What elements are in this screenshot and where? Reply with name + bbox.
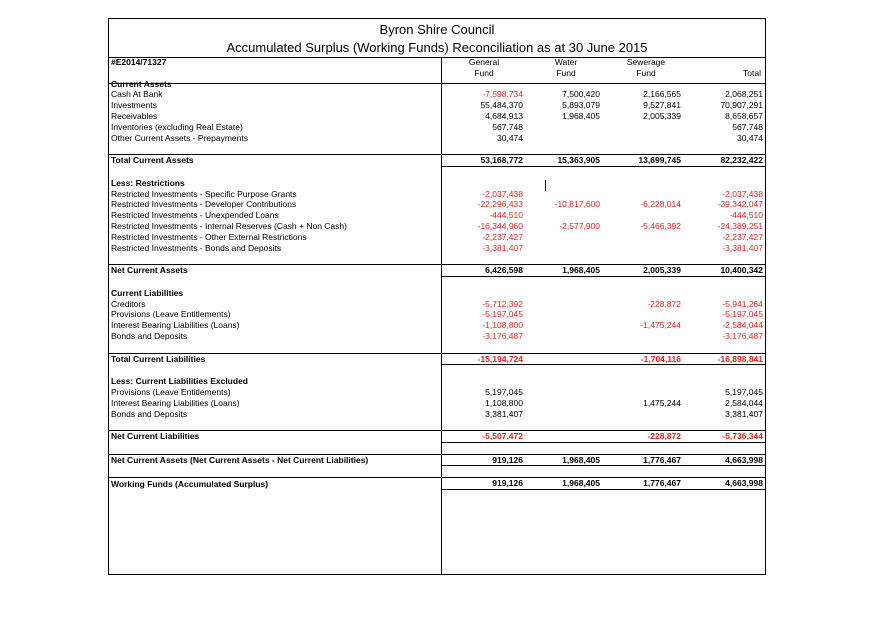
current-asset-row-label: Cash At Bank xyxy=(111,89,163,100)
excluded-liability-row-label: Provisions (Leave Entitlements) xyxy=(111,386,231,397)
restrictions-heading-label: Less: Restrictions xyxy=(111,177,185,188)
restriction-row-value-2: -2,577,900 xyxy=(559,220,600,231)
working-funds-row-label: Working Funds (Accumulated Surplus) xyxy=(111,478,269,489)
current-asset-row-label: Inventories (excluding Real Estate) xyxy=(111,121,243,132)
restriction-row-value-3: -5,466,392 xyxy=(640,220,681,231)
total-current-assets-row-value-4: 82,232,422 xyxy=(687,155,765,167)
current-asset-row-value-3: 9,527,841 xyxy=(643,100,681,111)
spacer-4 xyxy=(109,276,765,287)
current-asset-row-value-2 xyxy=(527,133,605,144)
current-asset-row-label: Receivables xyxy=(111,110,158,121)
current-asset-row-value-3: 2,005,339 xyxy=(643,110,681,121)
current-asset-row-label: Other Current Assets - Prepayments xyxy=(111,132,248,143)
excluded-liability-row-value-1: 1,108,800 xyxy=(485,397,523,408)
restriction-row xyxy=(109,232,765,243)
current-asset-row-value-4: 567,748 xyxy=(732,121,763,132)
restriction-row-value-3 xyxy=(605,189,687,200)
column-header-1-line2: Fund xyxy=(474,67,494,78)
restrictions-heading xyxy=(109,178,765,189)
total-current-liabilities-row-value-4: -16,898,841 xyxy=(687,353,765,365)
current-asset-row-value-2: 7,500,420 xyxy=(562,89,600,100)
current-liabilities-heading-label: Current Liabilities xyxy=(111,287,184,298)
spacer-1 xyxy=(109,143,765,154)
current-asset-row-value-2 xyxy=(527,122,605,133)
current-asset-row-value-1: 55,484,370 xyxy=(480,100,523,111)
current-liability-row-value-1: -5,197,045 xyxy=(482,309,523,320)
restriction-row-value-4: -3,381,407 xyxy=(722,242,763,253)
restriction-row xyxy=(109,210,765,221)
net-current-assets-final-row-value-1: 919,126 xyxy=(441,454,527,466)
current-asset-row-value-1: 567,748 xyxy=(492,121,523,132)
spacer-5 xyxy=(109,342,765,353)
current-liability-row-value-1: -1,108,800 xyxy=(482,320,523,331)
restriction-row-label: Restricted Investments - Specific Purpose Grants xyxy=(111,188,297,199)
working-funds-row xyxy=(109,478,765,490)
total-current-assets-row-value-2: 15,363,905 xyxy=(527,155,605,167)
restriction-row-label: Restricted Investments - Other External Restrictions xyxy=(111,231,307,242)
current-liability-row-value-2 xyxy=(527,331,605,342)
reconciliation-sheet xyxy=(108,18,766,575)
current-liability-row xyxy=(109,320,765,331)
current-liability-row-value-4: -3,176,487 xyxy=(722,330,763,341)
current-liability-row-value-4: -2,584,044 xyxy=(722,320,763,331)
restriction-row-value-3 xyxy=(605,243,687,254)
net-current-assets-final-row-value-4: 4,663,998 xyxy=(687,454,765,466)
reference-number: #E2014/71327 xyxy=(111,57,167,67)
current-assets-heading xyxy=(109,79,765,90)
current-asset-row-value-3: 2,166,565 xyxy=(643,89,681,100)
restriction-row xyxy=(109,221,765,232)
spacer-6 xyxy=(109,365,765,376)
spacer-3 xyxy=(109,253,765,264)
current-asset-row-value-1: 30,474 xyxy=(497,132,523,143)
net-current-assets-row-value-3: 2,005,339 xyxy=(605,265,687,277)
total-current-assets-row-value-1: 53,168,772 xyxy=(441,155,527,167)
column-header-2-line1: Water xyxy=(554,57,578,67)
excluded-liability-row-value-1: 3,381,407 xyxy=(485,408,523,419)
net-current-liabilities-row-value-4: -5,736,344 xyxy=(687,431,765,443)
current-liability-row-value-2 xyxy=(527,320,605,331)
current-liability-row xyxy=(109,309,765,320)
spacer-8 xyxy=(109,442,765,454)
column-header-4-line1 xyxy=(687,57,765,68)
current-liability-row xyxy=(109,299,765,310)
current-asset-row xyxy=(109,133,765,144)
restriction-row-value-4: -2,037,438 xyxy=(722,188,763,199)
restriction-row-value-2 xyxy=(527,232,605,243)
current-asset-row-value-3 xyxy=(605,133,687,144)
current-asset-row-label: Investments xyxy=(111,100,157,111)
net-current-assets-final-row-value-2: 1,968,405 xyxy=(527,454,605,466)
total-current-liabilities-row-value-3: -1,704,116 xyxy=(605,353,687,365)
restriction-row-value-4: -39,342,047 xyxy=(717,199,763,210)
net-current-liabilities-row xyxy=(109,431,765,443)
current-asset-row xyxy=(109,122,765,133)
excluded-liability-row xyxy=(109,409,765,420)
current-asset-row-value-2: 5,893,079 xyxy=(562,100,600,111)
excluded-liability-row-value-3 xyxy=(605,387,687,398)
restriction-row-value-4: -2,237,427 xyxy=(722,231,763,242)
net-current-assets-final-row-label: Net Current Assets (Net Current Assets - Net Current Liabilities) xyxy=(111,454,369,465)
current-liability-row-value-1: -5,712,392 xyxy=(482,298,523,309)
current-asset-row-value-1: 4,684,913 xyxy=(485,110,523,121)
restriction-row-value-1: -444,510 xyxy=(489,210,523,221)
current-asset-row xyxy=(109,100,765,111)
report-title: Accumulated Surplus (Working Funds) Reconciliation as at 30 June 2015 xyxy=(226,40,648,55)
spacer-2 xyxy=(109,166,765,177)
restriction-row-value-2: -10,817,600 xyxy=(554,199,600,210)
current-asset-row xyxy=(109,111,765,122)
restriction-row xyxy=(109,199,765,210)
excluded-liability-row-value-2 xyxy=(527,398,605,409)
restriction-row xyxy=(109,189,765,200)
total-current-liabilities-row xyxy=(109,353,765,365)
reconciliation-table xyxy=(109,57,765,490)
current-asset-row-value-3 xyxy=(605,122,687,133)
net-current-assets-final-row-value-3: 1,776,467 xyxy=(605,454,687,466)
net-current-assets-row-value-2: 1,968,405 xyxy=(527,265,605,277)
column-header-row-2 xyxy=(109,68,765,79)
excluded-liability-row-value-4: 5,197,045 xyxy=(725,386,763,397)
restriction-row-value-2 xyxy=(527,210,605,221)
total-current-liabilities-row-value-2 xyxy=(527,353,605,365)
excluded-liability-row-value-2 xyxy=(527,387,605,398)
restriction-row-value-1: -3,381,407 xyxy=(482,242,523,253)
net-current-assets-row-value-1: 6,426,598 xyxy=(441,265,527,277)
header-spacer xyxy=(109,68,441,79)
liabilities-excluded-heading xyxy=(109,376,765,387)
net-current-liabilities-row-value-3: -228,872 xyxy=(605,431,687,443)
current-asset-row-value-4: 70,907,291 xyxy=(720,100,763,111)
working-funds-row-value-4: 4,663,998 xyxy=(687,478,765,490)
restriction-row-value-3 xyxy=(605,210,687,221)
current-asset-row-value-4: 8,658,657 xyxy=(725,110,763,121)
working-funds-row-value-1: 919,126 xyxy=(441,478,527,490)
net-current-assets-row xyxy=(109,265,765,277)
current-liability-row-value-3 xyxy=(605,309,687,320)
restriction-row xyxy=(109,243,765,254)
restriction-row-value-1: -16,344,960 xyxy=(477,220,523,231)
current-asset-row-value-4: 2,068,251 xyxy=(725,89,763,100)
current-liability-row-value-2 xyxy=(527,309,605,320)
total-current-assets-row-label: Total Current Assets xyxy=(111,155,194,166)
net-current-assets-final-row xyxy=(109,454,765,466)
restriction-row-value-4: -24,389,251 xyxy=(717,220,763,231)
column-header-2-line2: Fund xyxy=(556,67,576,78)
current-liability-row-value-2 xyxy=(527,299,605,310)
liabilities-excluded-heading-label: Less: Current Liabilities Excluded xyxy=(111,376,248,387)
current-liability-row-label: Provisions (Leave Entitlements) xyxy=(111,309,231,320)
current-asset-row-value-2: 1,968,405 xyxy=(562,110,600,121)
current-assets-heading-label: Current Assets xyxy=(111,78,172,89)
spacer-7 xyxy=(109,419,765,430)
excluded-liability-row-value-4: 3,381,407 xyxy=(725,408,763,419)
current-asset-row-value-1: -7,598,734 xyxy=(482,89,523,100)
excluded-liability-row-value-2 xyxy=(527,409,605,420)
restriction-row-value-4: -444,510 xyxy=(729,210,763,221)
current-liability-row xyxy=(109,331,765,342)
column-header-row-1 xyxy=(109,57,765,68)
restriction-row-value-1: -2,237,427 xyxy=(482,231,523,242)
excluded-liability-row-value-3 xyxy=(605,409,687,420)
total-current-liabilities-row-label: Total Current Liabilities xyxy=(111,353,206,364)
restriction-row-value-1: -22,296,433 xyxy=(477,199,523,210)
current-liability-row-value-4: -5,941,264 xyxy=(722,298,763,309)
current-liability-row-value-1: -3,176,487 xyxy=(482,330,523,341)
current-liability-row-label: Bonds and Deposits xyxy=(111,330,188,341)
column-header-1-line1: General xyxy=(468,57,500,67)
net-current-liabilities-row-label: Net Current Liabilities xyxy=(111,431,200,442)
current-liability-row-value-4: -5,197,045 xyxy=(722,309,763,320)
restriction-row-label: Restricted Investments - Developer Contributions xyxy=(111,199,297,210)
total-current-assets-row-value-3: 13,699,745 xyxy=(605,155,687,167)
excluded-liability-row-label: Bonds and Deposits xyxy=(111,408,188,419)
council-title: Byron Shire Council xyxy=(379,22,495,37)
net-current-liabilities-row-value-1: -5,507,472 xyxy=(441,431,527,443)
excluded-liability-row xyxy=(109,387,765,398)
restriction-row-label: Restricted Investments - Bonds and Deposits xyxy=(111,242,282,253)
restriction-row-value-3: -6,228,014 xyxy=(640,199,681,210)
excluded-liability-row-value-3: 1,475,244 xyxy=(643,397,681,408)
current-liability-row-value-3: -228,872 xyxy=(647,298,681,309)
column-header-3-line2: Fund xyxy=(636,67,656,78)
restriction-row-value-2 xyxy=(527,189,605,200)
excluded-liability-row-value-4: 2,584,044 xyxy=(725,397,763,408)
net-current-liabilities-row-value-2 xyxy=(527,431,605,443)
net-current-assets-row-value-4: 10,400,342 xyxy=(687,265,765,277)
restriction-row-label: Restricted Investments - Unexpended Loans xyxy=(111,210,279,221)
column-header-4-line2: Total xyxy=(743,67,761,78)
spacer-9 xyxy=(109,466,765,478)
working-funds-row-value-2: 1,968,405 xyxy=(527,478,605,490)
current-liabilities-heading xyxy=(109,288,765,299)
current-liability-row-label: Creditors xyxy=(111,298,146,309)
current-asset-row xyxy=(109,89,765,100)
restriction-row-value-2 xyxy=(527,243,605,254)
total-current-liabilities-row-value-1: -15,194,724 xyxy=(441,353,527,365)
current-asset-row-value-4: 30,474 xyxy=(737,132,763,143)
restriction-row-label: Restricted Investments - Internal Reserves (Cash + Non Cash) xyxy=(111,220,347,231)
restriction-row-value-3 xyxy=(605,232,687,243)
excluded-liability-row-value-1: 5,197,045 xyxy=(485,386,523,397)
current-liability-row-value-3 xyxy=(605,331,687,342)
excluded-liability-row xyxy=(109,398,765,409)
net-current-assets-row-label: Net Current Assets xyxy=(111,265,188,276)
current-liability-row-label: Interest Bearing Liabilities (Loans) xyxy=(111,320,240,331)
column-header-3-line1: Sewerage xyxy=(626,57,666,67)
excluded-liability-row-label: Interest Bearing Liabilities (Loans) xyxy=(111,397,240,408)
working-funds-row-value-3: 1,776,467 xyxy=(605,478,687,490)
restriction-row-value-1: -2,037,438 xyxy=(482,188,523,199)
total-current-assets-row xyxy=(109,155,765,167)
current-liability-row-value-3: -1,475,244 xyxy=(640,320,681,331)
